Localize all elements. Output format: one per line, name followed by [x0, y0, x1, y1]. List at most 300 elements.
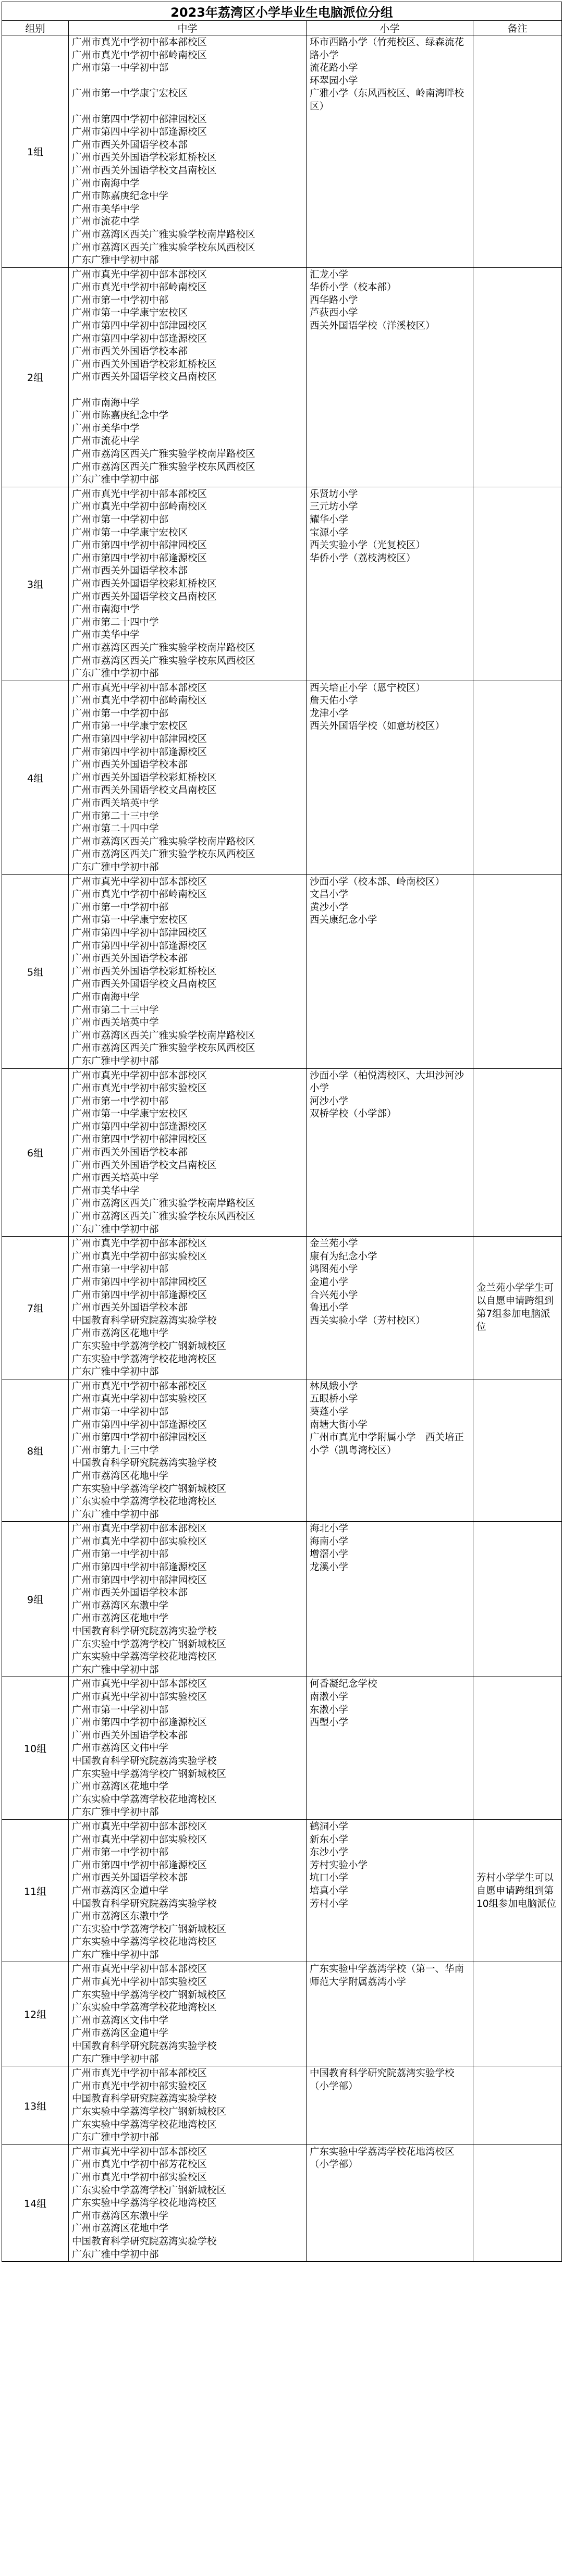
- middle-school-item: 中国教育科学研究院荔湾实验学校: [72, 1898, 217, 1909]
- remark-cell: [473, 1522, 562, 1677]
- group-label: 9组: [2, 1522, 69, 1677]
- middle-school-item: 广东实验中学荔湾学校广钢新城校区: [72, 1638, 227, 1650]
- remark-cell: [473, 681, 562, 874]
- group-label: 6组: [2, 1068, 69, 1237]
- middle-school-item: 广州市西关外国语学校本部: [72, 139, 188, 151]
- middle-school-item: 广州市第一中学初中部: [72, 63, 169, 74]
- middle-school-item: 广州市真光中学初中部实验校区: [72, 1394, 207, 1405]
- middle-school-item: 广东实验中学荔湾学校花地湾校区: [72, 2198, 217, 2209]
- middle-school-item: 广州市真光中学初中部本部校区: [72, 269, 207, 280]
- group-label: 7组: [2, 1237, 69, 1379]
- middle-school-item: 广东实验中学荔湾学校花地湾校区: [72, 1651, 217, 1663]
- middle-school-item: 广州市真光中学初中部岭南校区: [72, 50, 207, 61]
- primary-school-list: [307, 2144, 473, 2261]
- primary-school-item: 文昌小学: [310, 889, 349, 901]
- primary-school-list: [307, 35, 473, 268]
- middle-school-item: 广州市第四中学初中部逢源校区: [72, 1419, 207, 1431]
- middle-school-item: 广州市第四中学初中部逢源校区: [72, 1717, 207, 1729]
- middle-school-item: 广东实验中学荔湾学校花地湾校区: [72, 1496, 217, 1508]
- primary-school-item: 沙面小学（柏悦湾校区、大坦沙河沙小学: [310, 1070, 464, 1094]
- middle-school-item: 广州市美华中学: [72, 203, 140, 215]
- middle-school-item: 广州市第一中学初中部: [72, 514, 169, 525]
- middle-school-item: 广州市西关外国语学校文昌南校区: [72, 372, 217, 383]
- middle-school-item: 广州市陈嘉庚纪念中学: [72, 410, 169, 422]
- middle-school-item: 广东广雅中学初中部: [72, 668, 159, 680]
- middle-school-item: 广州市荔湾区花地中学: [72, 1328, 169, 1339]
- middle-school-item: 广州市第一中学康宁宏校区: [72, 88, 188, 100]
- middle-school-item: 广州市荔湾区西关广雅实验学校东风西校区: [72, 849, 255, 860]
- middle-school-item: 广州市西关外国语学校文昌南校区: [72, 165, 217, 176]
- middle-school-item: 广州市真光中学初中部芳花校区: [72, 2159, 207, 2171]
- middle-school-item: 广州市第四中学初中部津园校区: [72, 114, 207, 125]
- middle-school-item: 广州市荔湾区西关广雅实验学校东风西校区: [72, 1043, 255, 1054]
- middle-school-item: 广州市真光中学初中部本部校区: [72, 1523, 207, 1535]
- middle-school-item: 广州市第一中学初中部: [72, 708, 169, 719]
- middle-school-list: [69, 2066, 307, 2145]
- primary-school-item: 沙面小学（校本部、岭南校区）: [310, 876, 445, 888]
- middle-school-item: 广州市真光中学初中部岭南校区: [72, 889, 207, 901]
- middle-school-item: 广州市真光中学初中部本部校区: [72, 682, 207, 694]
- middle-school-item: 广州市第二十三中学: [72, 810, 159, 822]
- middle-school-item: 广州市真光中学初中部岭南校区: [72, 695, 207, 707]
- primary-school-item: 三元坊小学: [310, 501, 358, 513]
- remark-cell: [473, 267, 562, 487]
- middle-school-list: [69, 1819, 307, 1962]
- remark-text: 芳村小学学生可以自愿申请跨组到第10组参加电脑派位: [476, 1872, 557, 1909]
- middle-school-item: 广东实验中学荔湾学校广钢新城校区: [72, 1768, 227, 1780]
- middle-school-item: 广东广雅中学初中部: [72, 1949, 159, 1961]
- middle-school-item: 广州市第四中学初中部津园校区: [72, 927, 207, 939]
- primary-school-item: 鸿图苑小学: [310, 1264, 358, 1275]
- primary-school-list: [307, 1379, 473, 1522]
- remark-cell: [473, 1379, 562, 1522]
- group-label: 13组: [2, 2066, 69, 2145]
- middle-school-item: 广州市西关外国语学校本部: [72, 1872, 188, 1884]
- primary-school-list: [307, 1522, 473, 1677]
- middle-school-item: 广东实验中学荔湾学校花地湾校区: [72, 2119, 217, 2130]
- primary-school-item: 环翠园小学: [310, 75, 358, 87]
- middle-school-item: 广东广雅中学初中部: [72, 255, 159, 266]
- middle-school-item: 广州市第四中学初中部津园校区: [72, 540, 207, 551]
- middle-school-item: 广东广雅中学初中部: [72, 2053, 159, 2065]
- primary-school-item: 芳村小学: [310, 1898, 349, 1909]
- group-row: [2, 35, 562, 268]
- allocation-table: [2, 2, 562, 2262]
- middle-school-item: 广东实验中学荔湾学校广钢新城校区: [72, 1924, 227, 1935]
- group-row: [2, 681, 562, 874]
- middle-school-item: 广州市西关外国语学校本部: [72, 346, 188, 358]
- middle-school-item: 中国教育科学研究院荔湾实验学校: [72, 1458, 217, 1469]
- group-label: 4组: [2, 681, 69, 874]
- middle-school-item: 广州市真光中学初中部本部校区: [72, 2146, 207, 2158]
- middle-school-item: 广州市西关培英中学: [72, 1017, 159, 1029]
- middle-school-list: [69, 35, 307, 268]
- middle-school-item: 广州市陈嘉庚纪念中学: [72, 191, 169, 202]
- middle-school-item: [72, 75, 304, 88]
- primary-school-item: 鲁迅小学: [310, 1302, 349, 1314]
- primary-school-item: 海南小学: [310, 1536, 349, 1547]
- middle-school-item: 广州市西关外国语学校彩虹桥校区: [72, 772, 217, 783]
- primary-school-item: 西关外国语学校（洋溪校区）: [310, 321, 435, 332]
- header-remark: 备注: [473, 21, 562, 35]
- primary-school-list: [307, 1962, 473, 2066]
- primary-school-item: 东沙小学: [310, 1847, 349, 1858]
- group-label: 14组: [2, 2144, 69, 2261]
- primary-school-item: 东漖小学: [310, 1704, 349, 1716]
- primary-school-item: 坑口小学: [310, 1872, 349, 1884]
- primary-school-item: 西关康纪念小学: [310, 915, 377, 926]
- middle-school-item: 广东广雅中学初中部: [72, 474, 159, 486]
- primary-school-item: 广东实验中学荔湾学校（第一、华南师范大学附属荔湾小学: [310, 1964, 464, 1988]
- middle-school-item: 广东广雅中学初中部: [72, 1807, 159, 1818]
- middle-school-item: 广州市第四中学初中部逢源校区: [72, 1121, 207, 1132]
- middle-school-item: 广州市荔湾区花地中学: [72, 1781, 169, 1793]
- primary-school-list: [307, 1677, 473, 1820]
- primary-school-item: 龙溪小学: [310, 1562, 349, 1573]
- middle-school-item: 广州市真光中学初中部岭南校区: [72, 282, 207, 293]
- group-row: [2, 1677, 562, 1820]
- middle-school-item: 广州市第四中学初中部津园校区: [72, 1277, 207, 1288]
- middle-school-item: 广东广雅中学初中部: [72, 2132, 159, 2143]
- primary-school-item: 黄沙小学: [310, 902, 349, 913]
- remark-cell: [473, 2066, 562, 2145]
- middle-school-item: 广州市荔湾区东漖中学: [72, 2210, 169, 2222]
- table-title: 2023年荔湾区小学毕业生电脑派位分组: [2, 2, 562, 21]
- remark-cell: [473, 1819, 562, 1962]
- middle-school-item: 广州市荔湾区西关广雅实验学校南岸路校区: [72, 229, 255, 240]
- primary-school-item: 双桥学校（小学部）: [310, 1108, 397, 1120]
- group-row: [2, 1962, 562, 2066]
- group-label: 5组: [2, 874, 69, 1068]
- middle-school-item: 广州市西关外国语学校本部: [72, 759, 188, 771]
- middle-school-item: 广州市真光中学初中部实验校区: [72, 1692, 207, 1703]
- middle-school-item: 广州市西关外国语学校文昌南校区: [72, 979, 217, 990]
- group-row: [2, 1068, 562, 1237]
- middle-school-item: 中国教育科学研究院荔湾实验学校: [72, 2236, 217, 2247]
- middle-school-item: 广东实验中学荔湾学校花地湾校区: [72, 1353, 217, 1365]
- middle-school-item: 广州市第四中学初中部逢源校区: [72, 333, 207, 344]
- middle-school-item: 广州市第九十三中学: [72, 1445, 159, 1456]
- middle-school-item: 广州市真光中学初中部本部校区: [72, 1238, 207, 1250]
- primary-school-item: 增滘小学: [310, 1549, 349, 1560]
- middle-school-item: 中国教育科学研究院荔湾实验学校: [72, 2041, 217, 2052]
- primary-school-list: [307, 874, 473, 1068]
- middle-school-item: 广州市西关外国语学校本部: [72, 1147, 188, 1158]
- middle-school-item: 广州市西关外国语学校本部: [72, 953, 188, 965]
- middle-school-list: [69, 1962, 307, 2066]
- middle-school-item: 广州市真光中学初中部本部校区: [72, 1964, 207, 1975]
- middle-school-item: 广州市美华中学: [72, 1185, 140, 1197]
- middle-school-item: 广东广雅中学初中部: [72, 1055, 159, 1067]
- middle-school-item: 广州市第四中学初中部逢源校区: [72, 552, 207, 564]
- primary-school-list: [307, 2066, 473, 2145]
- primary-school-list: [307, 1068, 473, 1237]
- group-label: 2组: [2, 267, 69, 487]
- middle-school-item: 广州市第一中学初中部: [72, 1095, 169, 1107]
- middle-school-item: 广州市西关外国语学校本部: [72, 1730, 188, 1741]
- middle-school-item: 广州市真光中学初中部本部校区: [72, 876, 207, 888]
- middle-school-item: 广州市真光中学初中部本部校区: [72, 1679, 207, 1690]
- header-primary-school: 小学: [307, 21, 473, 35]
- primary-school-item: 培真小学: [310, 1885, 349, 1896]
- middle-school-item: 中国教育科学研究院荔湾实验学校: [72, 1755, 217, 1767]
- middle-school-item: 广州市西关外国语学校本部: [72, 565, 188, 577]
- middle-school-item: 广东实验中学荔湾学校广钢新城校区: [72, 2106, 227, 2117]
- middle-school-item: 广州市真光中学初中部岭南校区: [72, 501, 207, 513]
- middle-school-item: 广州市第一中学初中部: [72, 1406, 169, 1418]
- middle-school-item: 广东广雅中学初中部: [72, 1509, 159, 1520]
- middle-school-item: 广东广雅中学初中部: [72, 1224, 159, 1235]
- remark-cell: [473, 1677, 562, 1820]
- middle-school-item: 广州市第四中学初中部逢源校区: [72, 1562, 207, 1573]
- middle-school-item: 广州市真光中学初中部本部校区: [72, 37, 207, 48]
- middle-school-item: 广州市南海中学: [72, 604, 140, 615]
- middle-school-item: 广州市荔湾区花地中学: [72, 1613, 169, 1624]
- middle-school-item: 广州市第一中学初中部: [72, 1704, 169, 1716]
- middle-school-item: 广州市第一中学康宁宏校区: [72, 307, 188, 319]
- middle-school-item: 广州市西关外国语学校本部: [72, 1587, 188, 1599]
- primary-school-item: 河沙小学: [310, 1095, 349, 1107]
- middle-school-item: 广州市真光中学初中部实验校区: [72, 1083, 207, 1094]
- middle-school-item: 广州市荔湾区西关广雅实验学校东风西校区: [72, 1211, 255, 1223]
- middle-school-item: 广州市第一中学初中部: [72, 1847, 169, 1858]
- middle-school-item: 广州市流花中学: [72, 216, 140, 228]
- primary-school-item: 宝源小学: [310, 527, 349, 538]
- middle-school-item: 广州市荔湾区文伟中学: [72, 1743, 169, 1754]
- middle-school-item: 广东实验中学荔湾学校广钢新城校区: [72, 1989, 227, 2001]
- middle-school-list: [69, 681, 307, 874]
- primary-school-item: 海北小学: [310, 1523, 349, 1535]
- middle-school-item: 广州市南海中学: [72, 178, 140, 189]
- primary-school-item: 龙津小学: [310, 708, 349, 719]
- primary-school-item: 金兰苑小学: [310, 1238, 358, 1250]
- middle-school-list: [69, 1068, 307, 1237]
- middle-school-list: [69, 487, 307, 681]
- middle-school-item: 广州市西关外国语学校彩虹桥校区: [72, 966, 217, 977]
- group-label: 1组: [2, 35, 69, 268]
- middle-school-item: 广州市第一中学康宁宏校区: [72, 1108, 188, 1120]
- middle-school-item: 广州市荔湾区东漖中学: [72, 1600, 169, 1611]
- middle-school-item: 广东广雅中学初中部: [72, 1366, 159, 1378]
- middle-school-item: [72, 384, 304, 397]
- middle-school-item: 广州市西关培英中学: [72, 1173, 159, 1184]
- middle-school-item: 广州市真光中学初中部本部校区: [72, 1381, 207, 1392]
- remark-cell: [473, 1237, 562, 1379]
- middle-school-item: 广州市第四中学初中部津园校区: [72, 1432, 207, 1444]
- primary-school-item: 流花路小学: [310, 63, 358, 74]
- middle-school-item: 广州市第四中学初中部逢源校区: [72, 127, 207, 138]
- primary-school-item: 中国教育科学研究院荔湾实验学校（小学部）: [310, 2068, 455, 2092]
- primary-school-item: 汇龙小学: [310, 269, 349, 280]
- group-label: 8组: [2, 1379, 69, 1522]
- middle-school-item: 广州市第一中学康宁宏校区: [72, 721, 188, 732]
- primary-school-item: 西关外国语学校（如意坊校区）: [310, 721, 445, 732]
- primary-school-item: 葵蓬小学: [310, 1406, 349, 1418]
- remark-cell: [473, 2144, 562, 2261]
- primary-school-item: 南漖小学: [310, 1692, 349, 1703]
- primary-school-item: 新东小学: [310, 1834, 349, 1845]
- primary-school-item: 华侨小学（校本部）: [310, 282, 397, 293]
- primary-school-item: 广州市真光中学附属小学 西关培正小学（凯粤湾校区）: [310, 1432, 464, 1456]
- group-label: 11组: [2, 1819, 69, 1962]
- middle-school-item: 广州市荔湾区金道中学: [72, 1885, 169, 1896]
- primary-school-item: 西关实验小学（芳村校区）: [310, 1315, 426, 1326]
- middle-school-item: 广州市第一中学初中部: [72, 902, 169, 913]
- middle-school-item: 广东广雅中学初中部: [72, 862, 159, 873]
- middle-school-item: 广东实验中学荔湾学校花地湾校区: [72, 1937, 217, 1948]
- primary-school-item: 合兴苑小学: [310, 1289, 358, 1301]
- middle-school-item: 广州市第四中学初中部逢源校区: [72, 1859, 207, 1871]
- middle-school-item: 广州市南海中学: [72, 991, 140, 1003]
- primary-school-item: 耀华小学: [310, 514, 349, 525]
- middle-school-item: 广东实验中学荔湾学校广钢新城校区: [72, 1340, 227, 1352]
- middle-school-item: 广州市荔湾区花地中学: [72, 1470, 169, 1482]
- primary-school-item: 五眼桥小学: [310, 1394, 358, 1405]
- middle-school-item: 广州市第四中学初中部逢源校区: [72, 1289, 207, 1301]
- middle-school-item: 广州市真光中学初中部实验校区: [72, 1834, 207, 1845]
- middle-school-item: 广州市第四中学初中部逢源校区: [72, 746, 207, 758]
- primary-school-item: 鹤洞小学: [310, 1821, 349, 1832]
- middle-school-item: 广州市真光中学初中部实验校区: [72, 2080, 207, 2092]
- primary-school-item: 金道小学: [310, 1277, 349, 1288]
- middle-school-item: 广州市荔湾区东漖中学: [72, 1911, 169, 1922]
- group-row: [2, 487, 562, 681]
- middle-school-item: 广州市西关外国语学校文昌南校区: [72, 1160, 217, 1171]
- middle-school-item: 广州市西关外国语学校彩虹桥校区: [72, 359, 217, 370]
- middle-school-item: 广东广雅中学初中部: [72, 1664, 159, 1675]
- group-row: [2, 267, 562, 487]
- middle-school-item: 广州市第一中学康宁宏校区: [72, 527, 188, 538]
- remark-text: 金兰苑小学学生可以自愿申请跨组到第7组参加电脑派位: [476, 1283, 554, 1333]
- middle-school-item: 广州市荔湾区西关广雅实验学校南岸路校区: [72, 836, 255, 847]
- primary-school-item: 华侨小学（荔枝湾校区）: [310, 552, 416, 564]
- primary-school-item: 西关实验小学（光复校区）: [310, 540, 426, 551]
- primary-school-list: [307, 487, 473, 681]
- middle-school-list: [69, 2144, 307, 2261]
- middle-school-item: 广州市第一中学康宁宏校区: [72, 915, 188, 926]
- middle-school-item: 广州市真光中学初中部本部校区: [72, 1070, 207, 1081]
- middle-school-item: [72, 101, 304, 114]
- remark-cell: [473, 487, 562, 681]
- middle-school-item: 中国教育科学研究院荔湾实验学校: [72, 1315, 217, 1326]
- middle-school-item: 广州市第四中学初中部津园校区: [72, 734, 207, 745]
- primary-school-item: 康有为纪念小学: [310, 1251, 377, 1262]
- middle-school-item: 广州市第四中学初中部津园校区: [72, 321, 207, 332]
- middle-school-item: 广州市流花中学: [72, 436, 140, 447]
- middle-school-item: 广州市西关培英中学: [72, 798, 159, 809]
- middle-school-item: 广东实验中学荔湾学校广钢新城校区: [72, 2185, 227, 2196]
- primary-school-list: [307, 1819, 473, 1962]
- primary-school-item: 芳村实验小学: [310, 1859, 368, 1871]
- group-row: [2, 1522, 562, 1677]
- middle-school-item: 广东广雅中学初中部: [72, 2249, 159, 2260]
- middle-school-item: 广州市西关外国语学校本部: [72, 1302, 188, 1314]
- primary-school-item: 广雅小学（东风西校区、岭南湾畔校区）: [310, 88, 464, 112]
- middle-school-item: 广州市真光中学初中部实验校区: [72, 1536, 207, 1547]
- group-label: 3组: [2, 487, 69, 681]
- middle-school-item: 广州市西关外国语学校彩虹桥校区: [72, 578, 217, 589]
- middle-school-list: [69, 267, 307, 487]
- middle-school-item: 中国教育科学研究院荔湾实验学校: [72, 2093, 217, 2105]
- middle-school-item: 广州市真光中学初中部本部校区: [72, 1821, 207, 1832]
- middle-school-item: 广州市荔湾区西关广雅实验学校南岸路校区: [72, 1198, 255, 1210]
- middle-school-list: [69, 1379, 307, 1522]
- primary-school-item: 西塱小学: [310, 1717, 349, 1729]
- group-row: [2, 2066, 562, 2145]
- middle-school-item: 广州市真光中学初中部实验校区: [72, 1251, 207, 1262]
- middle-school-list: [69, 874, 307, 1068]
- primary-school-item: 环市西路小学（竹苑校区、绿森流花路小学: [310, 37, 464, 61]
- middle-school-item: 广州市第四中学初中部逢源校区: [72, 940, 207, 952]
- middle-school-item: 广州市西关外国语学校文昌南校区: [72, 785, 217, 796]
- middle-school-item: 广州市第二十四中学: [72, 823, 159, 835]
- middle-school-item: 广州市第二十三中学: [72, 1004, 159, 1016]
- middle-school-item: 广州市第一中学初中部: [72, 1549, 169, 1560]
- group-label: 12组: [2, 1962, 69, 2066]
- primary-school-item: 乐贤坊小学: [310, 488, 358, 500]
- middle-school-item: 广州市真光中学初中部本部校区: [72, 488, 207, 500]
- group-label: 10组: [2, 1677, 69, 1820]
- remark-cell: [473, 35, 562, 268]
- middle-school-item: 广州市第一中学初中部: [72, 1264, 169, 1275]
- group-row: [2, 1379, 562, 1522]
- middle-school-item: 广州市美华中学: [72, 630, 140, 641]
- middle-school-item: 广州市荔湾区西关广雅实验学校东风西校区: [72, 461, 255, 473]
- middle-school-item: 广州市荔湾区西关广雅实验学校南岸路校区: [72, 1030, 255, 1041]
- primary-school-item: 詹天佑小学: [310, 695, 358, 707]
- middle-school-item: 广州市荔湾区西关广雅实验学校东风西校区: [72, 655, 255, 667]
- middle-school-item: 广州市荔湾区花地中学: [72, 2223, 169, 2235]
- group-row: [2, 2144, 562, 2261]
- remark-cell: [473, 1068, 562, 1237]
- primary-school-item: 南塘大街小学: [310, 1419, 368, 1431]
- middle-school-item: 广州市荔湾区西关广雅实验学校东风西校区: [72, 242, 255, 253]
- middle-school-item: 广州市荔湾区文伟中学: [72, 2015, 169, 2026]
- primary-school-item: 何香凝纪念学校: [310, 1679, 377, 1690]
- middle-school-item: 广州市真光中学初中部实验校区: [72, 1977, 207, 1988]
- group-row: [2, 1819, 562, 1962]
- group-row: [2, 874, 562, 1068]
- middle-school-item: 广州市真光中学初中部本部校区: [72, 2068, 207, 2079]
- middle-school-item: 广东实验中学荔湾学校花地湾校区: [72, 2002, 217, 2014]
- middle-school-list: [69, 1237, 307, 1379]
- primary-school-item: 芦荻西小学: [310, 307, 358, 319]
- primary-school-item: 西关培正小学（恩宁校区）: [310, 682, 426, 694]
- middle-school-list: [69, 1522, 307, 1677]
- middle-school-item: 广州市荔湾区金道中学: [72, 2028, 169, 2039]
- middle-school-item: 广州市西关外国语学校文昌南校区: [72, 591, 217, 602]
- middle-school-item: 广州市第四中学初中部津园校区: [72, 1134, 207, 1145]
- middle-school-item: 广州市荔湾区西关广雅实验学校南岸路校区: [72, 449, 255, 460]
- middle-school-item: 广东实验中学荔湾学校花地湾校区: [72, 1794, 217, 1805]
- middle-school-item: 广州市第四中学初中部津园校区: [72, 1574, 207, 1586]
- group-row: [2, 1237, 562, 1379]
- primary-school-list: [307, 267, 473, 487]
- remark-cell: [473, 874, 562, 1068]
- middle-school-item: 广州市美华中学: [72, 423, 140, 434]
- remark-cell: [473, 1962, 562, 2066]
- middle-school-item: 广东实验中学荔湾学校广钢新城校区: [72, 1483, 227, 1495]
- primary-school-item: 广东实验中学荔湾学校花地湾校区（小学部）: [310, 2146, 455, 2171]
- primary-school-item: 林凤娥小学: [310, 1381, 358, 1392]
- middle-school-item: 中国教育科学研究院荔湾实验学校: [72, 1626, 217, 1637]
- middle-school-item: 广州市第一中学初中部: [72, 294, 169, 306]
- middle-school-item: 广州市荔湾区西关广雅实验学校南岸路校区: [72, 642, 255, 654]
- primary-school-list: [307, 1237, 473, 1379]
- primary-school-list: [307, 681, 473, 874]
- primary-school-item: 西华路小学: [310, 294, 358, 306]
- middle-school-item: 广州市西关外国语学校彩虹桥校区: [72, 152, 217, 164]
